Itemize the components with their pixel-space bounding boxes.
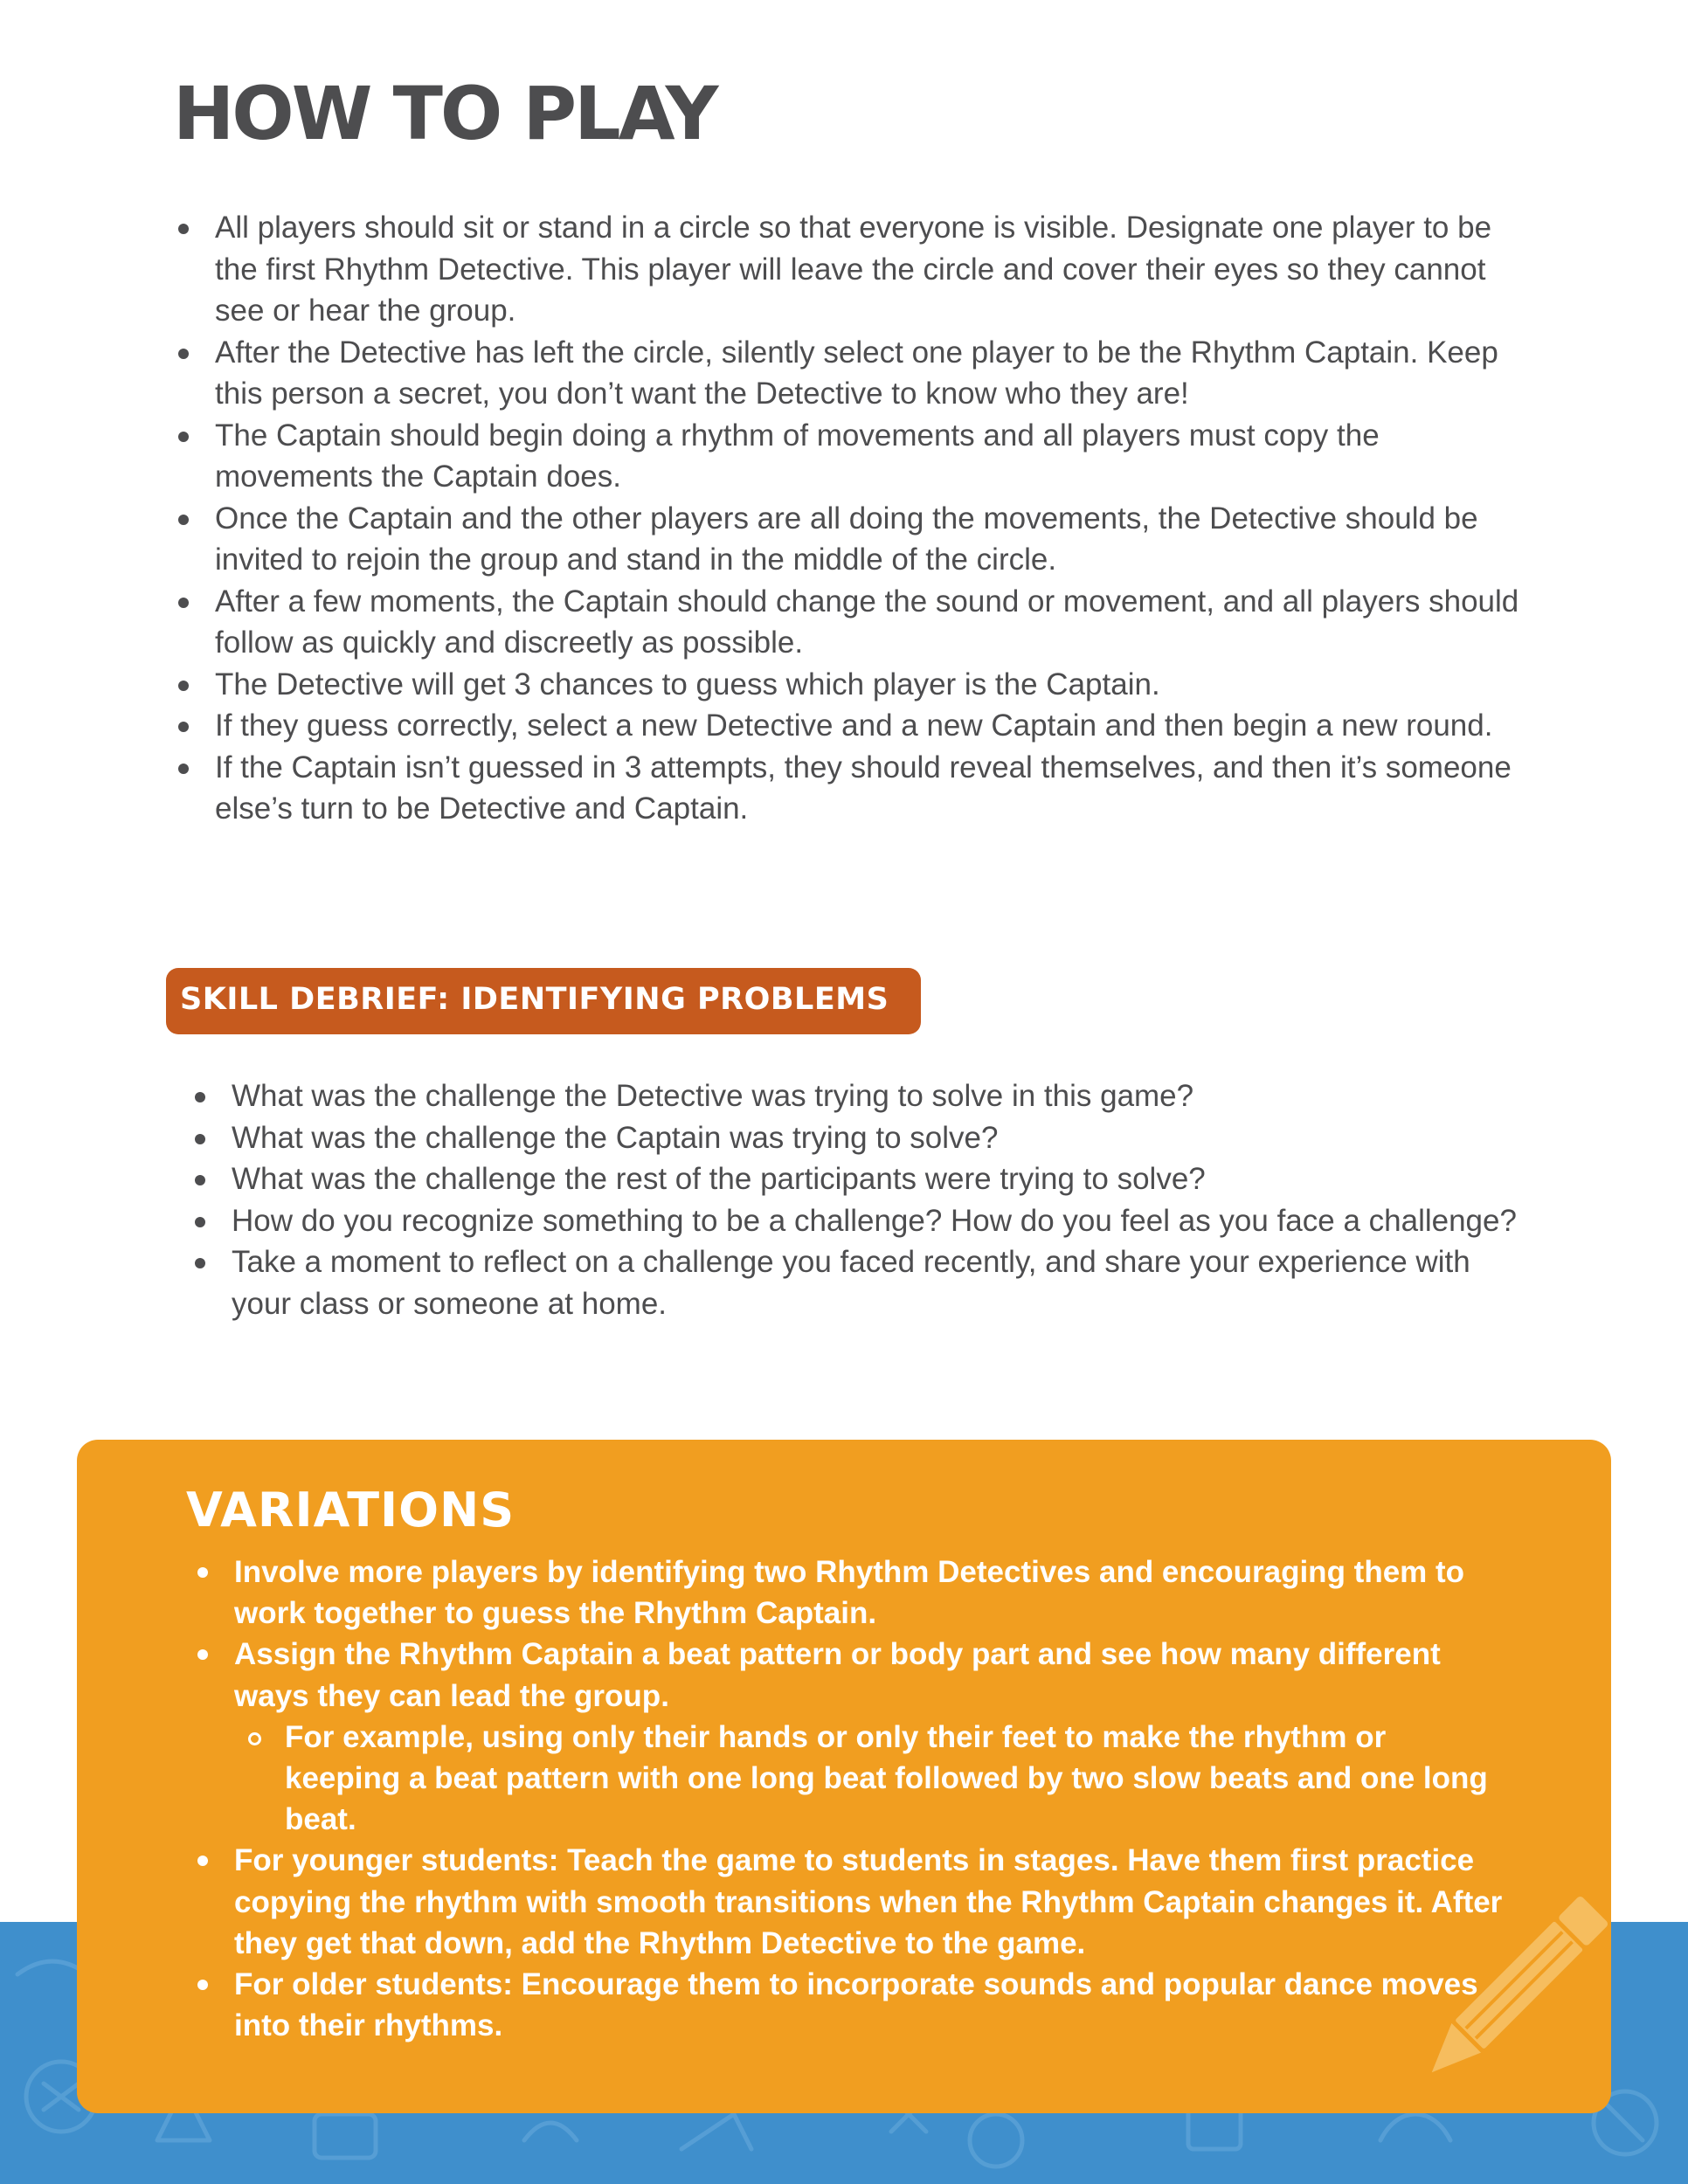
skill-debrief-badge bbox=[166, 968, 921, 1034]
list-item: How do you recognize something to be a challenge? How do you feel as you face a challenge? bbox=[190, 1200, 1527, 1242]
list-item: After a few moments, the Captain should change the sound or movement, and all players should follow as quickly and discreetly as possible. bbox=[174, 581, 1537, 664]
list-item: If the Captain isn’t guessed in 3 attempts, they should reveal themselves, and then it’s someone else’s turn to be Detective and Captain. bbox=[174, 747, 1537, 830]
how-to-play-list bbox=[174, 207, 1537, 830]
list-item: What was the challenge the Captain was trying to solve? bbox=[190, 1117, 1527, 1159]
list-item: If they guess correctly, select a new Detective and a new Captain and then begin a new round. bbox=[174, 705, 1537, 747]
list-item: What was the challenge the rest of the participants were trying to solve? bbox=[190, 1158, 1527, 1200]
list-item: The Captain should begin doing a rhythm of movements and all players must copy the movements the Captain does. bbox=[174, 415, 1537, 498]
variations-panel bbox=[77, 1440, 1611, 2113]
page-title: HOW TO PLAY bbox=[173, 71, 716, 156]
skill-debrief-label: SKILL DEBRIEF: IDENTIFYING PROBLEMS bbox=[180, 982, 889, 1017]
pencil-icon bbox=[1414, 1876, 1611, 2104]
list-item: For younger students: Teach the game to students in stages. Have them first practice copying the rhythm with smooth transitions when the Rhythm Captain changes it. After they get that down, add the Rhythm Detective to the game. bbox=[192, 1840, 1503, 1964]
list-item: Assign the Rhythm Captain a beat pattern or body part and see how many different ways they can lead the group. bbox=[192, 1634, 1503, 1716]
sub-list-item: For example, using only their hands or only their feet to make the rhythm or keeping a beat pattern with one long beat followed by two slow beats and one long beat. bbox=[243, 1717, 1503, 1841]
list-item: The Detective will get 3 chances to guess which player is the Captain. bbox=[174, 664, 1537, 706]
variations-list bbox=[192, 1552, 1503, 2046]
list-item: Once the Captain and the other players are all doing the movements, the Detective should be invited to rejoin the group and stand in the middle of the circle. bbox=[174, 498, 1537, 581]
list-item: After the Detective has left the circle, silently select one player to be the Rhythm Captain. Keep this person a secret, you don’t want the Detective to know who they are! bbox=[174, 332, 1537, 415]
variations-title: VARIATIONS bbox=[186, 1482, 515, 1538]
list-item: For older students: Encourage them to incorporate sounds and popular dance moves into their rhythms. bbox=[192, 1964, 1503, 2046]
list-item: All players should sit or stand in a circle so that everyone is visible. Designate one player to be the first Rhythm Detective. This player will leave the circle and cover their eyes so they cannot see or hear the group. bbox=[174, 207, 1537, 332]
list-item: Involve more players by identifying two Rhythm Detectives and encouraging them to work together to guess the Rhythm Captain. bbox=[192, 1552, 1503, 1634]
debrief-questions-list bbox=[190, 1075, 1527, 1324]
list-item: Take a moment to reflect on a challenge you faced recently, and share your experience with your class or someone at home. bbox=[190, 1241, 1527, 1324]
list-item: What was the challenge the Detective was trying to solve in this game? bbox=[190, 1075, 1527, 1117]
